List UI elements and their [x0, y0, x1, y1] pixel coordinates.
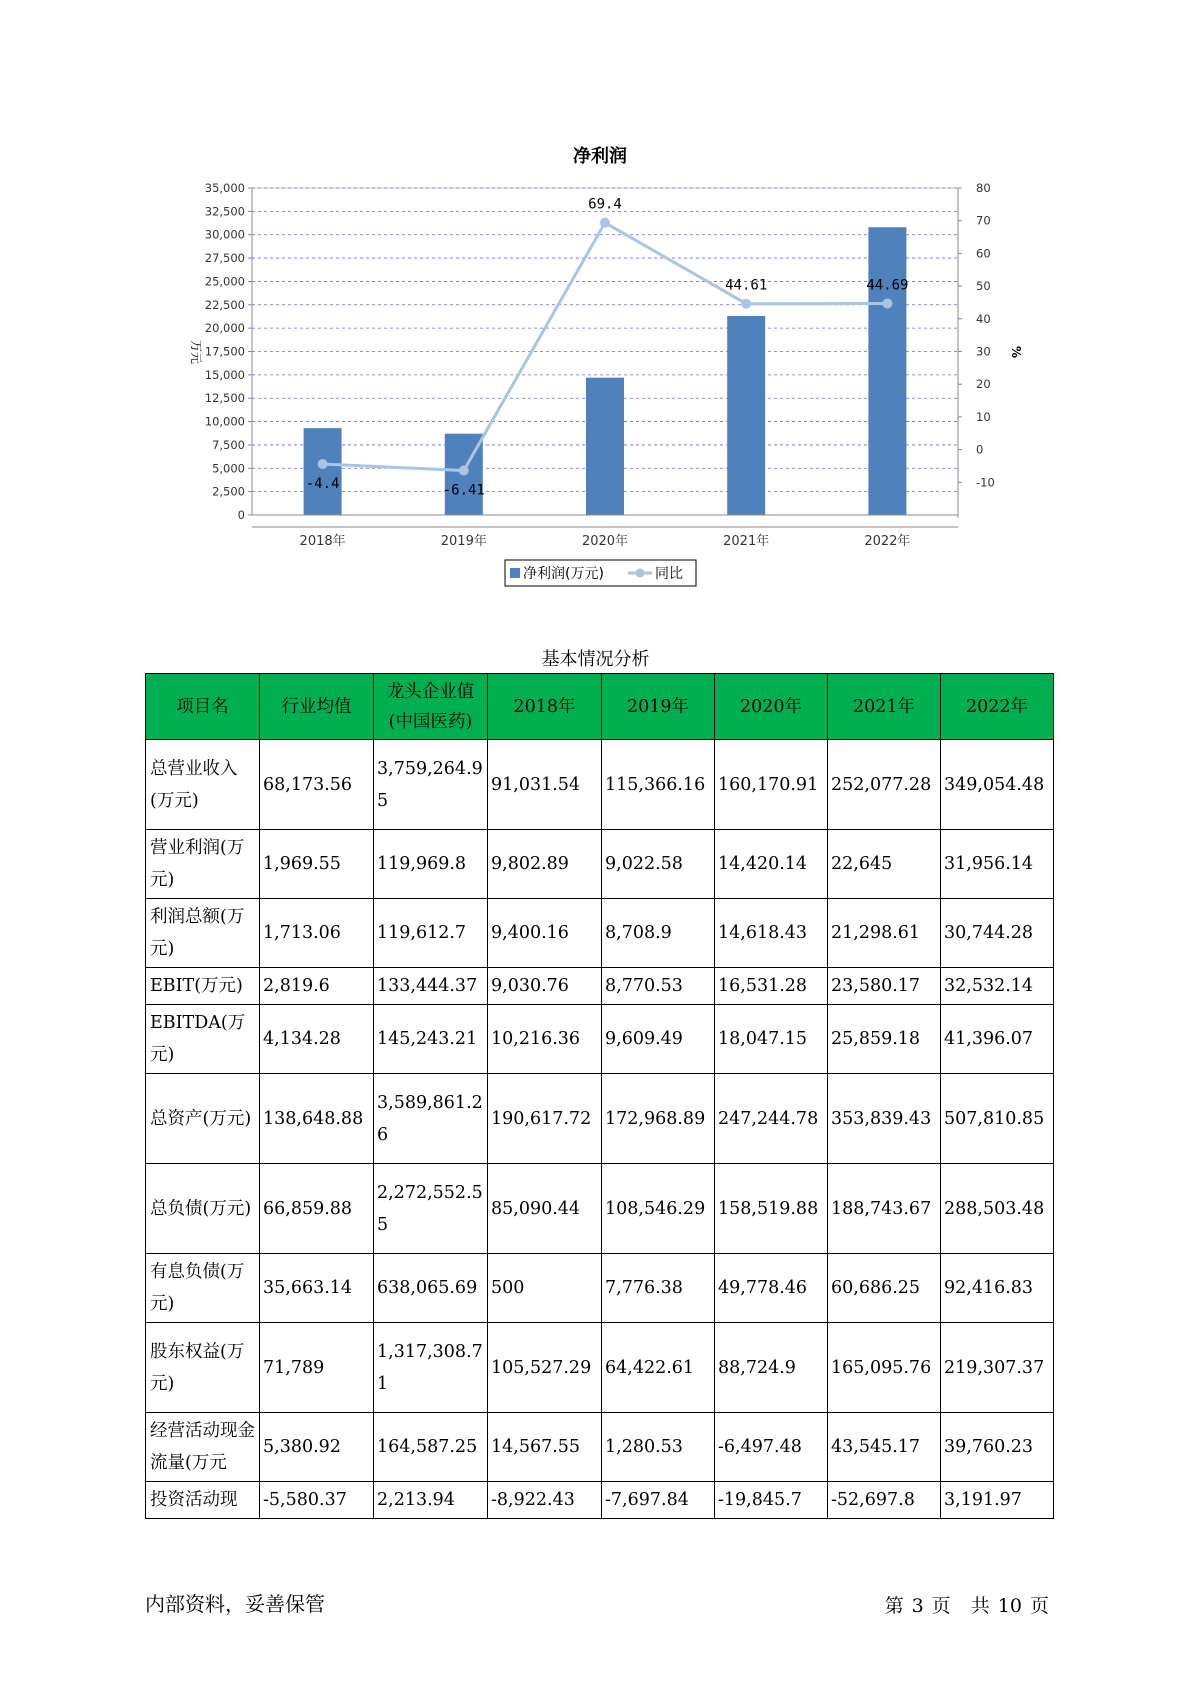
table-cell: 2,819.6 [260, 968, 374, 1005]
y-left-tick-label: 2,500 [212, 484, 245, 499]
table-header-cell: 2018年 [488, 674, 602, 740]
table-cell: 133,444.37 [374, 968, 488, 1005]
table-cell: -19,845.7 [715, 1482, 828, 1519]
table-cell: -52,697.8 [828, 1482, 941, 1519]
y-left-tick-label: 12,500 [204, 391, 245, 406]
table-cell: 1,280.53 [602, 1413, 715, 1482]
legend-bar-label: 净利润(万元) [523, 566, 604, 582]
y-left-tick-label: 20,000 [204, 321, 245, 336]
table-row [146, 1482, 1054, 1519]
table-cell: 71,789 [260, 1323, 374, 1413]
table-cell: 60,686.25 [828, 1254, 941, 1323]
x-tick-label: 2021年 [723, 534, 770, 549]
row-label-cell: 股东权益(万元) [146, 1323, 260, 1413]
table-cell: 3,589,861.26 [374, 1074, 488, 1164]
y-right-axis-label: % [1009, 345, 1023, 359]
y-left-tick-label: 32,500 [204, 204, 245, 219]
yoy-data-label: 44.61 [725, 277, 768, 294]
x-tick-label: 2018年 [299, 534, 346, 549]
y-right-tick-label: 20 [976, 377, 991, 392]
row-label-cell: 总资产(万元) [146, 1074, 260, 1164]
x-tick-label: 2020年 [581, 534, 629, 549]
table-cell: 25,859.18 [828, 1005, 941, 1074]
table-cell: 14,618.43 [715, 899, 828, 968]
table-cell: 119,969.8 [374, 830, 488, 899]
table-cell: 353,839.43 [828, 1074, 941, 1164]
y-right-tick-label: 30 [976, 344, 991, 359]
bar [304, 428, 342, 515]
table-header-cell: 龙头企业值(中国医药) [374, 674, 488, 740]
table-cell: 21,298.61 [828, 899, 941, 968]
legend-bar-swatch [510, 568, 520, 578]
y-right-tick-label: 40 [976, 311, 991, 326]
table-cell: 22,645 [828, 830, 941, 899]
yoy-data-label: 44.69 [866, 277, 909, 294]
y-right-tick-label: 80 [976, 181, 991, 195]
table-cell: -6,497.48 [715, 1413, 828, 1482]
table-cell: 88,724.9 [715, 1323, 828, 1413]
table-cell: 1,713.06 [260, 899, 374, 968]
table-cell: 3,759,264.95 [374, 740, 488, 830]
table-header-cell: 2022年 [941, 674, 1054, 740]
table-cell: 638,065.69 [374, 1254, 488, 1323]
table-cell: 32,532.14 [941, 968, 1054, 1005]
y-right-tick-label: 50 [976, 279, 991, 294]
legend-line-label: 同比 [655, 566, 683, 582]
yoy-data-label: 69.4 [588, 196, 622, 213]
table-row [146, 740, 1054, 830]
total-suffix: 页 [1029, 1595, 1049, 1617]
row-label-cell: 投资活动现 [146, 1482, 260, 1519]
table-cell: 108,546.29 [602, 1164, 715, 1254]
table-cell: 18,047.15 [715, 1005, 828, 1074]
table-cell: 39,760.23 [941, 1413, 1054, 1482]
chart-legend [505, 560, 696, 586]
table-cell: 8,770.53 [602, 968, 715, 1005]
table-cell: 23,580.17 [828, 968, 941, 1005]
table-cell: 288,503.48 [941, 1164, 1054, 1254]
table-cell: 105,527.29 [488, 1323, 602, 1413]
bar [866, 227, 909, 515]
table-cell: 145,243.21 [374, 1005, 488, 1074]
table-cell: 247,244.78 [715, 1074, 828, 1164]
table-cell: 68,173.56 [260, 740, 374, 830]
table-cell: 115,366.16 [602, 740, 715, 830]
table-row [146, 899, 1054, 968]
y-left-tick-label: 10,000 [204, 414, 245, 429]
table-cell: -5,580.37 [260, 1482, 374, 1519]
table-row [146, 1005, 1054, 1074]
table-cell: 85,090.44 [488, 1164, 602, 1254]
y-left-tick-label: 22,500 [204, 297, 245, 312]
table-cell: 92,416.83 [941, 1254, 1054, 1323]
y-left-tick-label: 27,500 [204, 251, 245, 266]
table-cell: 188,743.67 [828, 1164, 941, 1254]
table-row [146, 1413, 1054, 1482]
table-cell: 7,776.38 [602, 1254, 715, 1323]
y-left-tick-label: 30,000 [204, 227, 245, 242]
table-cell: 31,956.14 [941, 830, 1054, 899]
y-left-tick-label: 25,000 [204, 274, 245, 289]
y-left-tick-label: 15,000 [204, 367, 245, 382]
table-header-cell: 2020年 [715, 674, 828, 740]
yoy-point [318, 459, 328, 469]
y-right-tick-label: 0 [976, 442, 984, 457]
row-label-cell: 总营业收入(万元) [146, 740, 260, 830]
table-cell: 16,531.28 [715, 968, 828, 1005]
yoy-point [600, 218, 610, 228]
table-cell: 9,030.76 [488, 968, 602, 1005]
table-cell: 9,022.58 [602, 830, 715, 899]
table-row [146, 1254, 1054, 1323]
chart-title: 净利润 [573, 146, 627, 167]
row-label-cell: EBIT(万元) [146, 968, 260, 1005]
y-left-tick-label: 5,000 [212, 461, 245, 476]
yoy-point [459, 466, 469, 476]
table-cell: 43,545.17 [828, 1413, 941, 1482]
y-left-tick-label: 35,000 [204, 181, 245, 195]
table-cell: 4,134.28 [260, 1005, 374, 1074]
table-cell: -7,697.84 [602, 1482, 715, 1519]
table-cell: 3,191.97 [941, 1482, 1054, 1519]
table-header-cell: 2021年 [828, 674, 941, 740]
basic-analysis-table [145, 673, 1054, 1519]
table-row [146, 1074, 1054, 1164]
footer-page-number [881, 1591, 1053, 1618]
table-cell: 9,400.16 [488, 899, 602, 968]
table-cell: 9,802.89 [488, 830, 602, 899]
page-prefix: 第 [884, 1595, 904, 1617]
row-label-cell: EBITDA(万元) [146, 1005, 260, 1074]
table-cell: 66,859.88 [260, 1164, 374, 1254]
table-cell: 14,420.14 [715, 830, 828, 899]
table-cell: 49,778.46 [715, 1254, 828, 1323]
y-left-axis-label: 万元 [189, 339, 203, 365]
table-header-cell: 项目名 [146, 674, 260, 740]
y-right-tick-label: 10 [976, 409, 991, 424]
y-left-tick-label: 17,500 [204, 344, 245, 359]
table-cell: 160,170.91 [715, 740, 828, 830]
bar [727, 316, 765, 515]
bar [586, 378, 624, 515]
y-left-tick-label: 7,500 [212, 437, 245, 452]
table-cell: 119,612.7 [374, 899, 488, 968]
table-cell: 14,567.55 [488, 1413, 602, 1482]
table-cell: 507,810.85 [941, 1074, 1054, 1164]
y-right-tick-label: 70 [976, 213, 991, 228]
table-cell: 35,663.14 [260, 1254, 374, 1323]
table-row [146, 830, 1054, 899]
table-cell: 190,617.72 [488, 1074, 602, 1164]
table-cell: 165,095.76 [828, 1323, 941, 1413]
table-cell: 349,054.48 [941, 740, 1054, 830]
table-row [146, 968, 1054, 1005]
table-cell: 500 [488, 1254, 602, 1323]
page-number: 3 [911, 1595, 924, 1617]
table-header-row [146, 674, 1054, 740]
row-label-cell: 营业利润(万元) [146, 830, 260, 899]
table-cell: 2,213.94 [374, 1482, 488, 1519]
table-cell: 91,031.54 [488, 740, 602, 830]
table-cell: 158,519.88 [715, 1164, 828, 1254]
table-cell: 219,307.37 [941, 1323, 1054, 1413]
table-row [146, 1323, 1054, 1413]
row-label-cell: 总负债(万元) [146, 1164, 260, 1254]
row-label-cell: 有息负债(万元) [146, 1254, 260, 1323]
total-pages: 10 [997, 1595, 1022, 1617]
table-cell: 30,744.28 [941, 899, 1054, 968]
table-cell: 1,317,308.71 [374, 1323, 488, 1413]
table-caption: 基本情况分析 [541, 649, 650, 670]
table-cell: 41,396.07 [941, 1005, 1054, 1074]
row-label-cell: 利润总额(万元) [146, 899, 260, 968]
y-left-tick-label: 0 [237, 508, 245, 522]
table-cell: 2,272,552.55 [374, 1164, 488, 1254]
table-header-cell: 行业均值 [260, 674, 374, 740]
table-cell: 164,587.25 [374, 1413, 488, 1482]
x-tick-label: 2019年 [440, 534, 487, 549]
y-right-tick-label: -10 [976, 475, 995, 490]
yoy-point [882, 298, 892, 308]
total-prefix: 共 [970, 1595, 990, 1617]
page-suffix: 页 [931, 1595, 951, 1617]
table-header-cell: 2019年 [602, 674, 715, 740]
yoy-data-label: -6.41 [442, 482, 485, 499]
table-cell: 10,216.36 [488, 1005, 602, 1074]
yoy-data-label: -4.4 [305, 475, 340, 492]
legend-line-marker [636, 569, 645, 578]
table-cell: 8,708.9 [602, 899, 715, 968]
table-cell: -8,922.43 [488, 1482, 602, 1519]
table-cell: 5,380.92 [260, 1413, 374, 1482]
y-right-tick-label: 60 [976, 246, 991, 261]
net-profit-chart [0, 0, 1191, 600]
x-tick-label: 2022年 [864, 534, 911, 549]
table-cell: 1,969.55 [260, 830, 374, 899]
table-cell: 64,422.61 [602, 1323, 715, 1413]
table-cell: 252,077.28 [828, 740, 941, 830]
footer-confidential-note: 内部资料，妥善保管 [145, 1592, 325, 1616]
table-cell: 138,648.88 [260, 1074, 374, 1164]
row-label-cell: 经营活动现金流量(万元 [146, 1413, 260, 1482]
table-cell: 9,609.49 [602, 1005, 715, 1074]
yoy-point [741, 299, 751, 309]
table-row [146, 1164, 1054, 1254]
table-cell: 172,968.89 [602, 1074, 715, 1164]
